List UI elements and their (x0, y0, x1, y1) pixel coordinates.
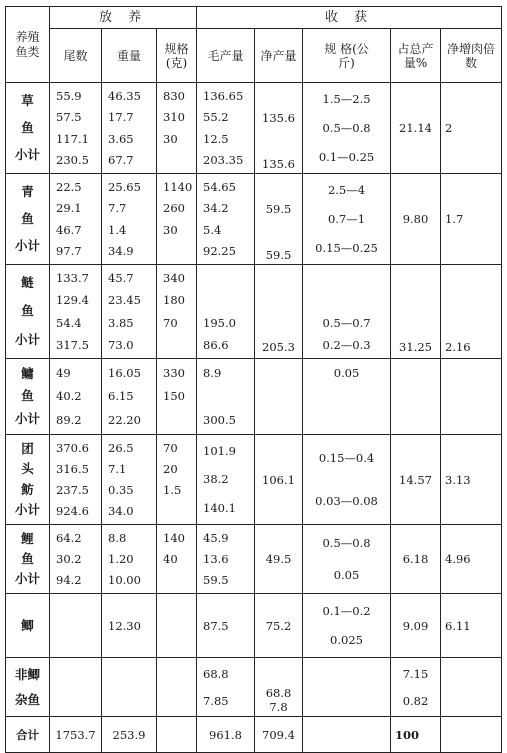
size-cell-value: 30 (163, 222, 178, 237)
gross-cell (197, 435, 255, 525)
net-value: 68.8 (265, 686, 292, 700)
weight-cell (102, 658, 157, 717)
weight-cell-value: 16.05 (108, 365, 141, 380)
gross-cell-value: 13.6 (203, 551, 229, 566)
species-label: 鲢 (21, 275, 34, 291)
size-cell-value (157, 413, 196, 427)
total-net-value: 709.4 (262, 727, 295, 742)
weight-cell-value: 46.35 (108, 88, 141, 103)
count-cell (50, 83, 102, 174)
gross-cell-value: 34.2 (203, 201, 229, 216)
size-cell-value: 830 (163, 88, 185, 103)
net-value: 106.1 (262, 472, 295, 487)
pct-cell (391, 265, 441, 359)
weight-cell-value: 26.5 (108, 440, 134, 455)
species-cell (6, 435, 50, 525)
size-cell-value: 330 (163, 365, 185, 380)
weight-cell (102, 174, 157, 265)
total-gross-cell (197, 717, 255, 753)
total-ratio-cell (441, 717, 502, 753)
gross-cell-value: 45.9 (203, 530, 229, 545)
pct-value: 0.82 (402, 693, 429, 708)
gross-cell-value: 203.35 (203, 153, 244, 168)
gross-cell (197, 174, 255, 265)
count-cell-value: 370.6 (56, 440, 89, 455)
net-cell (255, 265, 303, 359)
ratio-cell (441, 83, 502, 174)
harvest-size-cell-value: 0.05 (333, 365, 360, 380)
size-cell-value: 180 (163, 293, 185, 308)
harvest-size-header: 规 格(公斤) (303, 29, 391, 83)
weight-cell-value: 17.7 (108, 110, 134, 125)
species-label: 团 (21, 441, 34, 457)
gross-cell-value: 68.8 (203, 666, 229, 681)
gross-cell-value: 101.9 (203, 444, 236, 459)
size-cell-value: 70 (163, 440, 178, 455)
pct-cell (391, 174, 441, 265)
species-header: 养殖鱼类 (6, 7, 50, 83)
weight-cell-value: 1.20 (108, 551, 134, 566)
weight-cell (102, 359, 157, 435)
total-weight-value: 253.9 (112, 727, 146, 742)
species-cell (6, 594, 50, 658)
gross-cell-value (197, 293, 254, 307)
size-cell (157, 525, 197, 594)
species-cell (6, 174, 50, 265)
pct-header: 占总产量% (391, 29, 441, 83)
weight-cell (102, 525, 157, 594)
gross-cell (197, 265, 255, 359)
gross-cell-value: 7.85 (203, 693, 229, 708)
gross-cell-value (197, 389, 254, 403)
count-cell-value: 54.4 (56, 315, 82, 330)
weight-cell-value: 67.7 (108, 153, 134, 168)
net-cell (255, 435, 303, 525)
net-cell (255, 525, 303, 594)
harvest-size-cell-value (303, 389, 390, 403)
gross-cell (197, 658, 255, 717)
gross-cell (197, 594, 255, 658)
count-cell-value: 924.6 (56, 504, 89, 519)
weight-cell-value: 34.9 (108, 244, 134, 259)
gross-cell-value: 54.65 (203, 179, 236, 194)
gross-cell-value: 195.0 (203, 315, 236, 330)
total-count-cell (50, 717, 102, 753)
harvest-size-cell (303, 359, 391, 435)
gross-cell (197, 359, 255, 435)
species-label: 鱼 (21, 210, 34, 226)
table-row (6, 525, 502, 594)
table-row (6, 658, 502, 717)
size-cell-value: 40 (163, 551, 178, 566)
weight-cell-value: 0.35 (108, 483, 134, 498)
pct-cell (391, 435, 441, 525)
harvest-size-cell (303, 174, 391, 265)
table-row (6, 594, 502, 658)
total-size-cell (157, 717, 197, 753)
harvest-size-cell-value: 0.7—1 (327, 211, 366, 226)
pct-cell (391, 83, 441, 174)
ratio-value: 2.16 (445, 340, 471, 354)
ratio-cell (441, 174, 502, 265)
species-label: 杂鱼 (14, 691, 40, 707)
count-cell-value: 133.7 (56, 271, 89, 286)
count-cell-value: 129.4 (56, 293, 89, 308)
species-cell (6, 658, 50, 717)
weight-cell (102, 594, 157, 658)
gross-cell-value: 5.4 (203, 222, 222, 237)
net-value: 59.5 (265, 248, 292, 262)
gross-cell-value: 55.2 (203, 110, 229, 125)
species-label: 鲫 (21, 617, 34, 633)
count-cell-value: 57.5 (56, 110, 82, 125)
harvest-size-cell (303, 658, 391, 717)
harvest-size-cell (303, 594, 391, 658)
count-cell (50, 435, 102, 525)
size-cell (157, 174, 197, 265)
harvest-size-cell-value: 0.03—0.08 (315, 493, 378, 508)
count-cell-value: 316.5 (56, 461, 89, 476)
harvest-size-cell-value: 0.025 (330, 633, 363, 648)
size-cell (157, 359, 197, 435)
size-cell-value (157, 504, 196, 518)
species-label: 非鲫 (14, 666, 40, 682)
count-cell-value: 237.5 (56, 483, 89, 498)
total-label-value: 合计 (16, 727, 39, 742)
weight-cell (102, 435, 157, 525)
weight-cell-value: 73.0 (108, 337, 134, 352)
harvest-size-cell-value: 0.15—0.25 (315, 240, 378, 255)
weight-cell-value: 3.65 (108, 131, 134, 146)
total-pct-value: 100 (395, 727, 420, 742)
weight-cell-value: 45.7 (108, 271, 134, 286)
pct-value: 31.25 (399, 340, 432, 354)
ratio-cell (441, 359, 502, 435)
gross-cell-value: 140.1 (203, 500, 236, 515)
count-cell-value: 55.9 (56, 88, 82, 103)
total-count-value: 1753.7 (55, 727, 96, 742)
net-header: 净产量 (255, 29, 303, 83)
pct-value: 7.15 (402, 666, 429, 681)
count-cell-value: 30.2 (56, 551, 82, 566)
size-header: 规格(克) (157, 29, 197, 83)
count-cell-value: 29.1 (56, 201, 82, 216)
count-cell-value: 49 (56, 365, 71, 380)
harvest-size-cell (303, 435, 391, 525)
net-value: 135.6 (262, 157, 295, 171)
gross-cell-value: 87.5 (203, 618, 229, 633)
count-cell-value: 46.7 (56, 222, 82, 237)
weight-cell (102, 265, 157, 359)
size-cell-value: 340 (163, 271, 185, 286)
ratio-value: 6.11 (445, 618, 471, 633)
gross-cell-value: 59.5 (203, 573, 229, 588)
harvest-header: 收 获 (197, 7, 502, 29)
table-row (6, 174, 502, 265)
species-cell (6, 359, 50, 435)
species-label: 青 (21, 183, 34, 199)
count-cell (50, 594, 102, 658)
gross-cell-value: 12.5 (203, 131, 229, 146)
total-net-cell (255, 717, 303, 753)
pct-value: 9.09 (402, 618, 429, 633)
pct-cell (391, 525, 441, 594)
ratio-value: 4.96 (445, 552, 471, 566)
net-value: 49.5 (265, 552, 292, 566)
pct-value: 9.80 (402, 212, 429, 226)
gross-cell-value: 92.25 (203, 244, 236, 259)
species-label: 小计 (14, 238, 40, 254)
count-cell-value: 94.2 (56, 573, 82, 588)
species-label: 鲂 (21, 481, 34, 497)
harvest-size-cell-value: 0.1—0.25 (318, 149, 375, 164)
weight-cell-value: 7.1 (108, 461, 127, 476)
weight-header: 重量 (102, 29, 157, 83)
table-row (6, 359, 502, 435)
count-cell-value: 64.2 (56, 530, 82, 545)
harvest-size-cell-value (303, 271, 390, 285)
net-cell (255, 658, 303, 717)
harvest-size-cell-value: 0.15—0.4 (318, 451, 375, 466)
count-cell-value: 22.5 (56, 179, 82, 194)
harvest-size-cell-value: 0.05 (333, 568, 360, 582)
size-cell-value: 260 (163, 201, 185, 216)
net-cell (255, 174, 303, 265)
harvest-size-cell-value: 2.5—4 (327, 183, 366, 198)
size-cell-value (157, 338, 196, 352)
species-label: 小计 (14, 501, 40, 517)
species-label: 小计 (14, 571, 40, 586)
pct-value: 6.18 (402, 552, 429, 566)
count-cell (50, 525, 102, 594)
total-gross-value: 961.8 (209, 727, 242, 742)
weight-cell-value: 6.15 (108, 389, 134, 404)
size-cell-value (157, 153, 196, 167)
species-label: 鲤 (21, 531, 34, 546)
gross-header: 毛产量 (197, 29, 255, 83)
size-cell-value (157, 244, 196, 258)
ratio-cell (441, 658, 502, 717)
species-label: 小计 (14, 147, 40, 163)
species-label: 头 (21, 461, 34, 477)
ratio-value: 3.13 (445, 472, 471, 487)
count-cell-value: 230.5 (56, 153, 89, 168)
ratio-cell (441, 435, 502, 525)
net-value: 135.6 (262, 111, 295, 125)
ratio-cell (441, 594, 502, 658)
weight-cell-value: 7.7 (108, 201, 127, 216)
net-cell (255, 359, 303, 435)
gross-cell (197, 525, 255, 594)
weight-cell-value: 12.30 (108, 618, 141, 633)
species-label: 鱼 (21, 303, 34, 319)
pct-cell (391, 658, 441, 717)
gross-cell-value (197, 271, 254, 285)
ratio-value: 1.7 (445, 212, 464, 226)
weight-cell (102, 83, 157, 174)
count-header: 尾数 (50, 29, 102, 83)
ratio-value: 2 (445, 121, 453, 135)
pct-cell (391, 359, 441, 435)
count-cell (50, 265, 102, 359)
count-cell (50, 174, 102, 265)
size-cell-value (157, 573, 196, 587)
count-cell-value: 97.7 (56, 244, 82, 259)
gross-cell (197, 83, 255, 174)
species-label: 鳙 (21, 366, 34, 382)
size-cell-value: 310 (163, 110, 185, 125)
species-label: 鱼 (21, 119, 34, 135)
count-cell (50, 658, 102, 717)
size-cell-value: 20 (163, 461, 178, 476)
table-row (6, 83, 502, 174)
weight-cell-value: 1.4 (108, 222, 127, 237)
total-weight-cell (102, 717, 157, 753)
size-cell-value: 70 (163, 315, 178, 330)
size-cell-value: 150 (163, 389, 185, 404)
species-label: 鱼 (21, 551, 34, 566)
harvest-size-cell (303, 83, 391, 174)
weight-cell-value: 3.85 (108, 315, 134, 330)
ratio-cell (441, 265, 502, 359)
size-cell (157, 435, 197, 525)
fish-stocking-table (5, 6, 502, 753)
pct-value: 14.57 (399, 472, 432, 487)
total-pct-cell (391, 717, 441, 753)
harvest-size-cell-value: 0.5—0.8 (322, 536, 371, 550)
harvest-size-cell-value: 0.5—0.8 (322, 120, 371, 135)
ratio-cell (441, 525, 502, 594)
weight-cell-value: 8.8 (108, 530, 127, 545)
count-cell (50, 359, 102, 435)
species-label: 鱼 (21, 388, 34, 404)
table-row (6, 435, 502, 525)
count-cell-value: 317.5 (56, 337, 89, 352)
total-label-cell (6, 717, 50, 753)
count-cell-value: 40.2 (56, 389, 82, 404)
weight-cell-value: 23.45 (108, 293, 141, 308)
weight-cell-value: 25.65 (108, 179, 141, 194)
release-header: 放 养 (50, 7, 197, 29)
size-cell-value: 30 (163, 131, 178, 146)
count-cell-value: 117.1 (56, 131, 89, 146)
table-row (6, 265, 502, 359)
size-cell-value: 1.5 (163, 483, 182, 498)
size-cell-value: 1140 (163, 179, 193, 194)
species-cell (6, 525, 50, 594)
count-cell-value: 89.2 (56, 413, 82, 428)
harvest-size-cell (303, 265, 391, 359)
gross-cell-value: 86.6 (203, 337, 229, 352)
gross-cell-value: 136.65 (203, 88, 244, 103)
species-label: 小计 (14, 410, 40, 426)
net-value: 59.5 (265, 202, 292, 216)
size-cell (157, 83, 197, 174)
harvest-size-cell-value: 0.1—0.2 (322, 603, 371, 618)
harvest-size-cell-value: 0.5—0.7 (322, 315, 371, 330)
gross-cell-value: 8.9 (203, 365, 222, 380)
size-cell-value: 140 (163, 530, 185, 545)
net-value: 7.8 (269, 700, 288, 714)
species-cell (6, 265, 50, 359)
weight-cell-value: 34.0 (108, 504, 134, 519)
net-cell (255, 594, 303, 658)
species-cell (6, 83, 50, 174)
pct-cell (391, 594, 441, 658)
net-value: 75.2 (265, 618, 292, 633)
weight-cell-value: 22.20 (108, 413, 141, 428)
weight-cell-value: 10.00 (108, 573, 141, 588)
harvest-size-cell-value (303, 413, 390, 427)
gross-cell-value: 300.5 (203, 413, 236, 428)
total-hsize-cell (303, 717, 391, 753)
gross-cell-value: 38.2 (203, 472, 229, 487)
species-label: 草 (21, 92, 34, 108)
harvest-size-cell (303, 525, 391, 594)
ratio-header: 净增肉倍数 (441, 29, 502, 83)
species-label: 小计 (14, 331, 40, 347)
net-value: 205.3 (262, 340, 295, 354)
total-row (6, 717, 502, 753)
net-cell (255, 83, 303, 174)
harvest-size-cell-value: 1.5—2.5 (322, 92, 371, 107)
size-cell (157, 658, 197, 717)
pct-value: 21.14 (399, 121, 432, 135)
harvest-size-cell-value (303, 293, 390, 307)
size-cell (157, 265, 197, 359)
size-cell (157, 594, 197, 658)
harvest-size-cell-value: 0.2—0.3 (322, 337, 371, 352)
